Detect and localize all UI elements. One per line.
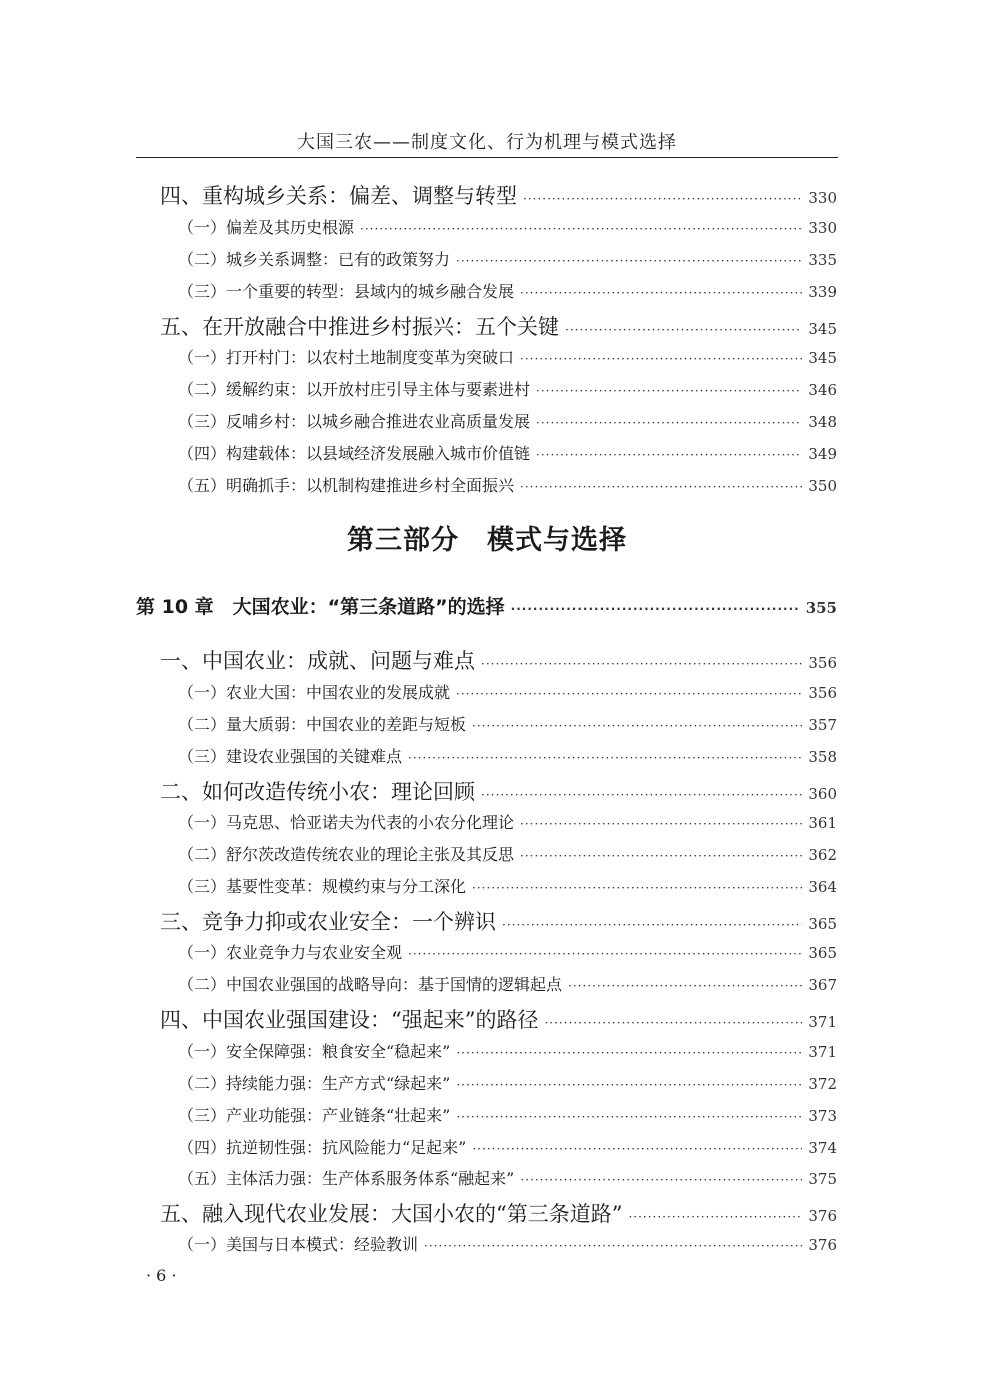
toc-entry-title: 四、重构城乡关系：偏差、调整与转型 bbox=[160, 184, 517, 208]
toc-entry-title: （二）中国农业强国的战略导向：基于国情的逻辑起点 bbox=[178, 975, 563, 994]
dot-leader bbox=[520, 286, 802, 300]
dot-leader bbox=[456, 254, 802, 268]
dot-leader bbox=[520, 849, 802, 863]
dot-leader bbox=[472, 1142, 802, 1156]
toc-entry-page: 376 bbox=[808, 1207, 837, 1225]
toc-entry-title: （三）一个重要的转型：县域内的城乡融合发展 bbox=[178, 282, 515, 301]
toc-entry-page: 355 bbox=[805, 599, 837, 617]
toc-entry-page: 345 bbox=[808, 320, 837, 338]
toc-entry-page: 339 bbox=[808, 283, 837, 301]
part-title: 第三部分 模式与选择 bbox=[347, 525, 627, 556]
toc-entry bbox=[160, 1198, 837, 1228]
page-number: · 6 · bbox=[146, 1266, 177, 1285]
dot-leader bbox=[408, 947, 802, 961]
toc-entry-page: 357 bbox=[808, 716, 837, 734]
toc-entry bbox=[178, 1166, 837, 1189]
toc-entry-page: 365 bbox=[808, 915, 837, 933]
toc-entry bbox=[178, 1135, 837, 1158]
toc-entry bbox=[160, 180, 837, 210]
toc-entry-page: 375 bbox=[808, 1170, 837, 1188]
toc-entry-title: （一）偏差及其历史根源 bbox=[178, 218, 355, 237]
toc-entry bbox=[178, 377, 837, 400]
dot-leader bbox=[481, 788, 802, 802]
toc-entry-title: 二、如何改造传统小农：理论回顾 bbox=[160, 780, 475, 804]
toc-entry-title: （三）建设农业强国的关键难点 bbox=[178, 747, 403, 766]
toc-entry bbox=[178, 1039, 837, 1062]
toc-entry-page: 348 bbox=[808, 413, 837, 431]
toc-entry bbox=[178, 810, 837, 833]
dot-leader bbox=[520, 817, 802, 831]
dot-leader bbox=[456, 1110, 802, 1124]
dot-leader bbox=[544, 1016, 802, 1030]
dot-leader bbox=[472, 881, 802, 895]
toc-entry-page: 371 bbox=[808, 1013, 837, 1031]
toc-entry-page: 373 bbox=[808, 1107, 837, 1125]
toc-entry bbox=[178, 345, 837, 368]
toc-entry bbox=[178, 1071, 837, 1094]
dot-leader bbox=[472, 719, 802, 733]
toc-entry bbox=[178, 247, 837, 270]
toc-entry bbox=[160, 311, 837, 341]
toc-entry-page: 345 bbox=[808, 349, 837, 367]
toc-entry-title: （二）持续能力强：生产方式“绿起来” bbox=[178, 1074, 451, 1093]
toc-entry bbox=[178, 744, 837, 767]
toc-entry-page: 365 bbox=[808, 944, 837, 962]
toc-entry-title: （二）量大质弱：中国农业的差距与短板 bbox=[178, 715, 467, 734]
toc-entry-page: 330 bbox=[808, 189, 837, 207]
toc-entry-title: （二）舒尔茨改造传统农业的理论主张及其反思 bbox=[178, 845, 515, 864]
toc-entry-title: 四、中国农业强国建设：“强起来”的路径 bbox=[160, 1008, 539, 1032]
toc-entry-page: 374 bbox=[808, 1139, 837, 1157]
toc-entry-title: 五、融入现代农业发展：大国小农的“第三条道路” bbox=[160, 1202, 623, 1226]
toc-entry bbox=[178, 712, 837, 735]
toc-entry bbox=[178, 215, 837, 238]
toc-entry bbox=[178, 874, 837, 897]
toc-entry-page: 350 bbox=[808, 477, 837, 495]
running-header: 大国三农——制度文化、行为机理与模式选择 bbox=[297, 132, 677, 153]
toc-entry-title: （五）主体活力强：生产体系服务体系“融起来” bbox=[178, 1169, 515, 1188]
toc-entry-title: 三、竞争力抑或农业安全：一个辨识 bbox=[160, 910, 496, 934]
dot-leader bbox=[456, 687, 802, 701]
toc-entry-page: 330 bbox=[808, 219, 837, 237]
dot-leader bbox=[481, 657, 802, 671]
toc-entry-page: 361 bbox=[808, 814, 837, 832]
dot-leader bbox=[536, 416, 802, 430]
toc-entry-page: 367 bbox=[808, 976, 837, 994]
dot-leader bbox=[520, 1173, 802, 1187]
toc-entry bbox=[178, 1232, 837, 1255]
toc-entry bbox=[160, 776, 837, 806]
dot-leader bbox=[568, 979, 802, 993]
toc-entry bbox=[178, 940, 837, 963]
toc-entry-title: （一）美国与日本模式：经验教训 bbox=[178, 1235, 419, 1254]
toc-entry-title: 一、中国农业：成就、问题与难点 bbox=[160, 649, 475, 673]
toc-entry bbox=[160, 1004, 837, 1034]
toc-entry-title: （一）农业竞争力与农业安全观 bbox=[178, 943, 403, 962]
toc-entry-title: （四）抗逆韧性强：抗风险能力“足起来” bbox=[178, 1138, 467, 1157]
toc-entry bbox=[178, 441, 837, 464]
dot-leader bbox=[456, 1078, 802, 1092]
toc-entry-page: 362 bbox=[808, 846, 837, 864]
dot-leader bbox=[536, 384, 802, 398]
dot-leader bbox=[502, 918, 802, 932]
toc-entry bbox=[178, 842, 837, 865]
toc-entry-title: （一）农业大国：中国农业的发展成就 bbox=[178, 683, 451, 702]
dot-leader bbox=[628, 1210, 802, 1224]
toc-entry bbox=[178, 680, 837, 703]
dot-leader bbox=[511, 602, 800, 616]
toc-entry-page: 376 bbox=[808, 1236, 837, 1254]
toc-entry-title: （五）明确抓手：以机制构建推进乡村全面振兴 bbox=[178, 476, 515, 495]
toc-entry-page: 356 bbox=[808, 684, 837, 702]
toc-entry-title: （三）反哺乡村：以城乡融合推进农业高质量发展 bbox=[178, 412, 531, 431]
toc-entry-title: （二）缓解约束：以开放村庄引导主体与要素进村 bbox=[178, 380, 531, 399]
toc-entry-page: 364 bbox=[808, 878, 837, 896]
toc-entry bbox=[160, 906, 837, 936]
toc-entry-title: （三）产业功能强：产业链条“壮起来” bbox=[178, 1106, 451, 1125]
toc-entry-title: （四）构建载体：以县域经济发展融入城市价值链 bbox=[178, 444, 531, 463]
toc-entry bbox=[178, 1103, 837, 1126]
toc-entry-title: （一）打开村门：以农村土地制度变革为突破口 bbox=[178, 348, 515, 367]
toc-entry-page: 349 bbox=[808, 445, 837, 463]
toc-entry bbox=[160, 645, 837, 675]
toc-entry-page: 360 bbox=[808, 785, 837, 803]
toc-entry-page: 358 bbox=[808, 748, 837, 766]
toc-entry-page: 372 bbox=[808, 1075, 837, 1093]
toc-entry-title: 第 10 章 大国农业：“第三条道路”的选择 bbox=[136, 596, 505, 618]
dot-leader bbox=[565, 323, 802, 337]
dot-leader bbox=[520, 352, 802, 366]
toc-entry bbox=[178, 409, 837, 432]
toc-entry-title: （二）城乡关系调整：已有的政策努力 bbox=[178, 250, 451, 269]
toc-entry bbox=[178, 473, 837, 496]
toc-entry-page: 371 bbox=[808, 1043, 837, 1061]
toc-entry bbox=[178, 279, 837, 302]
dot-leader bbox=[424, 1239, 802, 1253]
dot-leader bbox=[536, 448, 802, 462]
dot-leader bbox=[520, 480, 802, 494]
toc-entry-title: （一）安全保障强：粮食安全“稳起来” bbox=[178, 1042, 451, 1061]
dot-leader bbox=[360, 222, 802, 236]
toc-entry-page: 335 bbox=[808, 251, 837, 269]
chapter-entry bbox=[136, 592, 837, 619]
toc-entry bbox=[178, 972, 837, 995]
dot-leader bbox=[456, 1046, 802, 1060]
dot-leader bbox=[408, 751, 802, 765]
toc-entry-page: 356 bbox=[808, 654, 837, 672]
dot-leader bbox=[523, 192, 802, 206]
toc-entry-page: 346 bbox=[808, 381, 837, 399]
toc-entry-title: （一）马克思、恰亚诺夫为代表的小农分化理论 bbox=[178, 813, 515, 832]
toc-entry-title: 五、在开放融合中推进乡村振兴：五个关键 bbox=[160, 315, 559, 339]
toc-entry-title: （三）基要性变革：规模约束与分工深化 bbox=[178, 877, 467, 896]
